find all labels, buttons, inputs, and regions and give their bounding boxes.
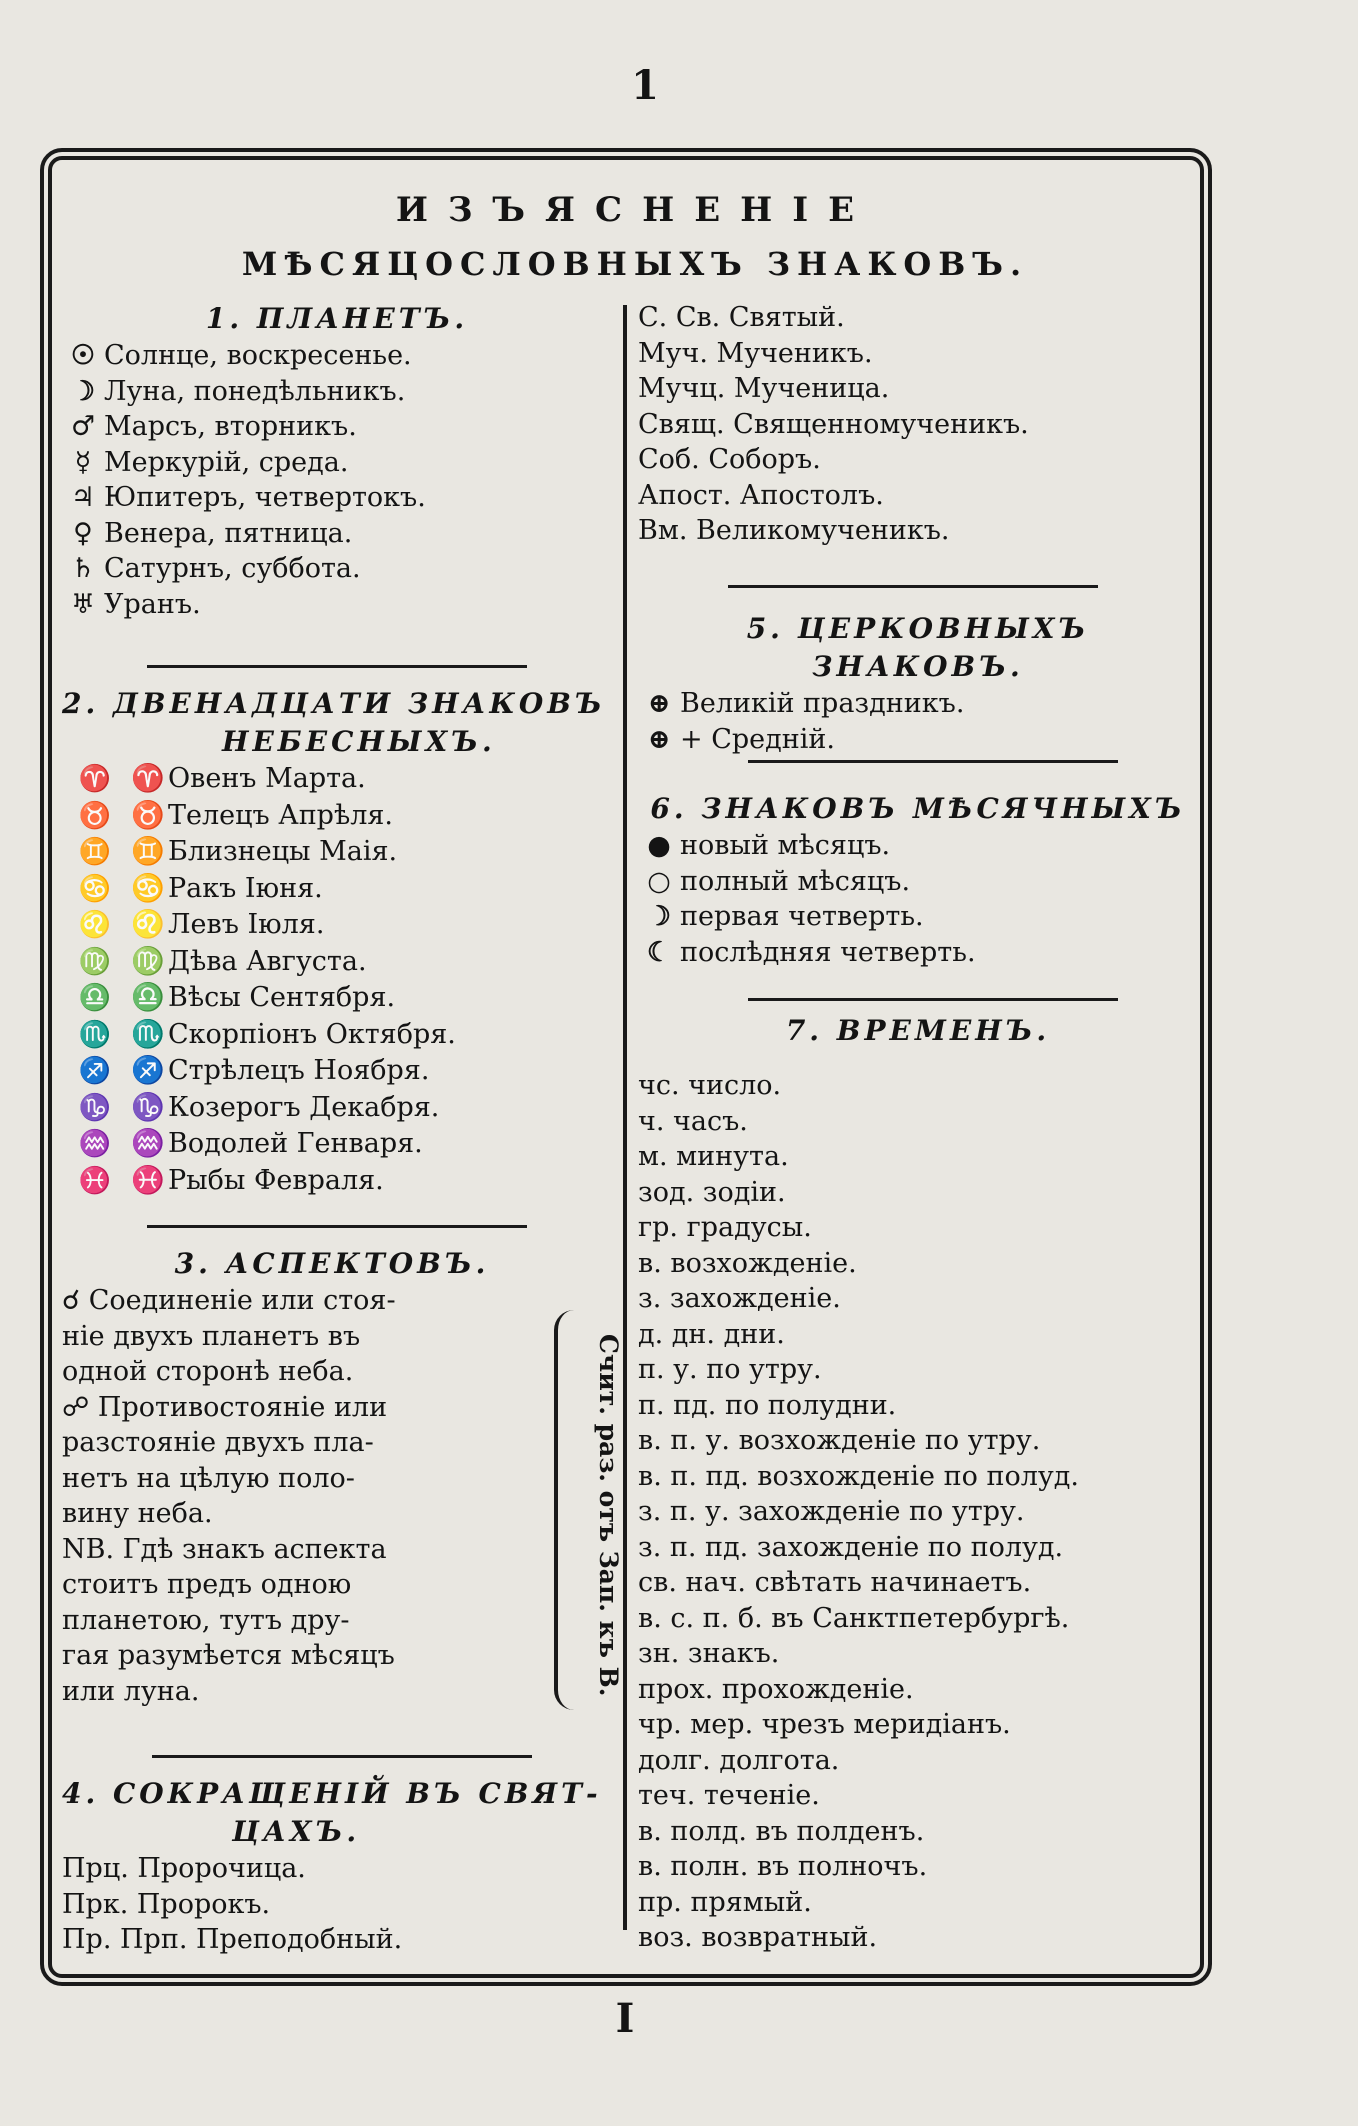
abbreviation-item: Соб. Соборъ. <box>638 444 821 475</box>
zodiac-item <box>62 761 622 798</box>
planet-item-text: Юпитеръ, четвертокъ. <box>104 482 426 513</box>
zodiac-item <box>62 944 622 981</box>
lunar-sign-item-text: полный мѣсяцъ. <box>680 865 911 897</box>
zodiac-figure-icon: ♉ <box>78 800 112 831</box>
planet-symbol-icon: ♀ <box>73 517 93 549</box>
time-abbreviation-item: воз. возвратный. <box>638 1922 878 1953</box>
zodiac-figure-icon: ♍ <box>78 946 112 977</box>
abbreviation-item: Свящ. Священномученикъ. <box>638 408 1029 440</box>
planet-item <box>62 480 612 516</box>
time-abbreviation-item: з. захожденіе. <box>638 1283 841 1314</box>
zodiac-list <box>62 761 622 1199</box>
zodiac-item-text: Ракъ Іюня. <box>168 872 323 904</box>
time-abbreviation-item: зод. зодіи. <box>638 1176 786 1208</box>
section-heading-planets: 1. ПЛАНЕТЪ. <box>205 302 469 335</box>
church-sign-item <box>638 722 1198 758</box>
planet-item-text: Уранъ. <box>104 588 201 620</box>
zodiac-item-text: Левъ Іюля. <box>168 909 325 940</box>
zodiac-sign-icon: ♐ <box>131 1055 165 1086</box>
zodiac-sign-icon: ♉ <box>131 799 165 831</box>
aspect-text-line: или луна. <box>62 1675 200 1707</box>
aspect-text-line: NB. Гдѣ знакъ аспекта <box>62 1533 387 1565</box>
section-planets <box>62 300 612 622</box>
time-abbreviation-item: чр. мер. чрезъ меридіанъ. <box>638 1709 1011 1740</box>
abbreviation-item: С. Св. Святый. <box>638 302 845 333</box>
abbreviation-item: Муч. Мученикъ. <box>638 337 873 369</box>
zodiac-sign-icon: ♌ <box>131 909 165 940</box>
zodiac-figure-icon: ♐ <box>78 1056 112 1086</box>
zodiac-sign-icon: ♒ <box>131 1128 165 1159</box>
section-heading-aspects: 3. АСПЕКТОВЪ. <box>174 1247 490 1280</box>
planet-item <box>62 445 612 481</box>
zodiac-item <box>62 1053 622 1090</box>
planet-item-text: Меркурій, среда. <box>104 446 349 478</box>
time-abbreviation-item: прох. прохожденіе. <box>638 1673 914 1705</box>
zodiac-sign-icon: ♎ <box>131 982 165 1013</box>
zodiac-item-text: Близнецы Маія. <box>168 836 398 867</box>
abbreviations-right-list <box>638 300 1198 549</box>
planet-item <box>62 338 612 374</box>
moon-phase-icon: ● <box>647 830 671 861</box>
section-heading-abbreviations-line2: ЦАХЪ. <box>232 1815 361 1848</box>
zodiac-figure-icon: ♌ <box>78 910 112 940</box>
zodiac-item-text: Стрѣлецъ Ноября. <box>168 1055 430 1086</box>
time-abbreviation-item: з. п. у. захожденіе по утру. <box>638 1496 1025 1527</box>
side-note-vertical: Счит. раз. отъ Зап. къ В. <box>594 1333 623 1697</box>
zodiac-item <box>62 798 622 835</box>
lunar-sign-item <box>638 828 1198 864</box>
zodiac-item <box>62 1126 622 1163</box>
planet-symbol-icon: ☽ <box>70 375 96 407</box>
zodiac-item-text: Вѣсы Сентября. <box>168 982 396 1013</box>
times-list <box>638 1068 1198 1956</box>
church-sign-item-text: Великій праздникъ. <box>680 688 965 719</box>
page-number-bottom: I <box>615 1995 635 2042</box>
zodiac-figure-icon: ♋ <box>78 873 112 904</box>
section-heading-lunar: 6. ЗНАКОВЪ МѢСЯЧНЫХЪ <box>650 792 1186 825</box>
moon-phase-icon: ○ <box>647 865 671 897</box>
zodiac-item-text: Козерогъ Декабря. <box>168 1091 440 1123</box>
lunar-sign-item <box>638 864 1198 900</box>
aspect-text-line: вину неба. <box>62 1498 213 1529</box>
aspect-text-line: планетою, тутъ дру- <box>62 1604 350 1636</box>
zodiac-figure-icon: ♈ <box>78 764 112 794</box>
abbreviations-left-list <box>62 1851 622 1958</box>
divider-rule <box>748 760 1118 763</box>
moon-phase-icon: ☾ <box>646 936 672 968</box>
time-abbreviation-item: в. возхожденіе. <box>638 1247 857 1279</box>
time-abbreviation-item: в. п. пд. возхожденіе по полуд. <box>638 1460 1079 1492</box>
aspect-text-line: разстояніе двухъ пла- <box>62 1427 374 1458</box>
abbreviation-item: Мучц. Мученица. <box>638 373 890 404</box>
planet-symbol-icon: ☉ <box>70 340 96 371</box>
section-aspects <box>62 1245 562 1709</box>
lunar-signs-list <box>638 828 1198 970</box>
planet-item-text: Марсъ, вторникъ. <box>104 411 357 442</box>
zodiac-item-text: Водолей Генваря. <box>168 1128 423 1159</box>
moon-phase-icon: ☽ <box>646 901 672 932</box>
church-sign-icon: ⊕ <box>647 723 671 755</box>
zodiac-item-text: Скорпіонъ Октября. <box>168 1018 456 1050</box>
section-heading-church: 5. ЦЕРКОВНЫХЪ ЗНАКОВЪ. <box>746 612 1090 683</box>
divider-rule <box>152 1755 532 1758</box>
page-number-top: 1 <box>631 62 659 109</box>
time-abbreviation-item: в. п. у. возхожденіе по утру. <box>638 1425 1041 1456</box>
zodiac-sign-icon: ♍ <box>131 945 165 977</box>
aspect-text-line: стоитъ предъ одною <box>62 1569 352 1600</box>
time-abbreviation-item: д. дн. дни. <box>638 1318 785 1350</box>
time-abbreviation-item: з. п. пд. захожденіе по полуд. <box>638 1531 1064 1563</box>
abbreviation-item: Апост. Апостолъ. <box>638 479 884 511</box>
section-lunar <box>638 790 1198 970</box>
time-abbreviation-item: зн. знакъ. <box>638 1638 780 1669</box>
zodiac-sign-icon: ♋ <box>131 872 165 904</box>
zodiac-sign-icon: ♏ <box>131 1018 165 1050</box>
zodiac-item-text: Телецъ Апрѣля. <box>168 799 394 831</box>
divider-rule <box>147 1225 527 1228</box>
zodiac-sign-icon: ♊ <box>131 836 165 867</box>
time-abbreviation-item: в. полн. въ полночъ. <box>638 1851 928 1882</box>
zodiac-item-text: Рыбы Февраля. <box>168 1164 384 1196</box>
aspect-text-line: ніе двухъ планетъ въ <box>62 1320 361 1352</box>
church-sign-item-text: + Средній. <box>680 723 835 755</box>
time-abbreviation-item: ч. часъ. <box>638 1105 748 1137</box>
abbreviation-item: Пр. Прп. Преподобный. <box>62 1924 403 1955</box>
lunar-sign-item-text: послѣдняя четверть. <box>680 936 976 968</box>
planet-symbol-icon: ♄ <box>70 553 96 584</box>
planet-item-text: Сатурнъ, суббота. <box>104 553 361 584</box>
section-heading-abbreviations-line1: 4. СОКРАЩЕНІЙ ВЪ СВЯТ- <box>62 1777 602 1810</box>
planet-symbol-icon: ♅ <box>70 588 96 620</box>
divider-rule <box>748 998 1118 1001</box>
planet-symbol-icon: ☿ <box>74 446 92 478</box>
zodiac-figure-icon: ♏ <box>78 1019 112 1050</box>
zodiac-figure-icon: ♑ <box>78 1092 112 1123</box>
time-abbreviation-item: в. полд. въ полденъ. <box>638 1815 925 1847</box>
lunar-sign-item <box>638 899 1198 935</box>
planet-item <box>62 374 612 410</box>
planet-item <box>62 516 612 552</box>
abbreviation-item: Вм. Великомученикъ. <box>638 515 950 546</box>
zodiac-item <box>62 834 622 871</box>
divider-rule <box>728 585 1098 588</box>
aspect-text-line: одной сторонѣ неба. <box>62 1356 354 1387</box>
church-sign-item <box>638 686 1198 722</box>
aspect-text-line: ☍ Противостояніе или <box>62 1391 388 1423</box>
time-abbreviation-item: чс. число. <box>638 1070 782 1101</box>
planet-item-text: Луна, понедѣльникъ. <box>104 375 406 407</box>
aspects-text <box>62 1283 562 1709</box>
zodiac-figure-icon: ♒ <box>78 1129 112 1159</box>
time-abbreviation-item: п. пд. по полудни. <box>638 1389 897 1421</box>
section-church <box>638 610 1198 757</box>
abbreviation-item: Прк. Пророкъ. <box>62 1888 271 1920</box>
page-title: ИЗЪЯСНЕНІЕ <box>395 190 875 230</box>
zodiac-figure-icon: ♎ <box>78 983 112 1013</box>
section-zodiac <box>62 685 622 1199</box>
section-times <box>638 1012 1198 1956</box>
time-abbreviation-item: долг. долгота. <box>638 1744 840 1776</box>
divider-rule <box>147 665 527 668</box>
time-abbreviation-item: теч. теченіе. <box>638 1780 820 1811</box>
zodiac-figure-icon: ♓ <box>78 1165 112 1196</box>
time-abbreviation-item: в. с. п. б. въ Санктпетербургѣ. <box>638 1602 1070 1634</box>
aspect-text-line: нетъ на цѣлую поло- <box>62 1462 355 1494</box>
planet-symbol-icon: ♃ <box>70 482 96 513</box>
zodiac-item <box>62 1090 622 1127</box>
aspect-text-line: ☌ Соединеніе или стоя- <box>62 1285 396 1316</box>
brace-bracket <box>554 1310 584 1710</box>
planet-item <box>62 409 612 445</box>
section-heading-zodiac-line1: 2. ДВЕНАДЦАТИ ЗНАКОВЪ <box>62 687 606 720</box>
church-sign-icon: ⊕ <box>647 688 671 719</box>
lunar-sign-item-text: новый мѣсяцъ. <box>680 830 891 861</box>
zodiac-item <box>62 871 622 908</box>
section-abbreviations <box>62 1775 622 1958</box>
zodiac-item-text: Овенъ Марта. <box>168 763 366 794</box>
section-heading-times: 7. ВРЕМЕНЪ. <box>785 1014 1051 1047</box>
planets-list <box>62 338 612 622</box>
planet-item-text: Венера, пятница. <box>104 517 353 549</box>
planet-item <box>62 587 612 623</box>
time-abbreviation-item: м. минута. <box>638 1141 789 1172</box>
zodiac-sign-icon: ♓ <box>131 1164 165 1196</box>
page-subtitle: МѢСЯЦОСЛОВНЫХЪ ЗНАКОВЪ. <box>241 245 1029 283</box>
zodiac-sign-icon: ♈ <box>131 763 165 794</box>
time-abbreviation-item: гр. градусы. <box>638 1212 812 1243</box>
zodiac-item <box>62 907 622 944</box>
time-abbreviation-item: пр. прямый. <box>638 1886 812 1918</box>
zodiac-sign-icon: ♑ <box>131 1091 165 1123</box>
planet-symbol-icon: ♂ <box>70 411 96 442</box>
zodiac-figure-icon: ♊ <box>78 837 112 867</box>
planet-item-text: Солнце, воскресенье. <box>104 340 412 371</box>
lunar-sign-item-text: первая четверть. <box>680 901 924 932</box>
zodiac-item <box>62 1163 622 1200</box>
abbreviation-item: Прц. Пророчица. <box>62 1853 306 1884</box>
time-abbreviation-item: п. у. по утру. <box>638 1354 822 1385</box>
section-heading-zodiac-line2: НЕБЕСНЫХЪ. <box>222 725 496 758</box>
church-signs-list <box>638 686 1198 757</box>
section-abbreviations-continued <box>638 300 1198 549</box>
zodiac-item <box>62 1017 622 1054</box>
zodiac-item-text: Дѣва Августа. <box>168 945 367 977</box>
planet-item <box>62 551 612 587</box>
lunar-sign-item <box>638 935 1198 971</box>
zodiac-item <box>62 980 622 1017</box>
aspect-text-line: гая разумѣется мѣсяцъ <box>62 1640 395 1671</box>
time-abbreviation-item: св. нач. свѣтать начинаетъ. <box>638 1567 1032 1598</box>
